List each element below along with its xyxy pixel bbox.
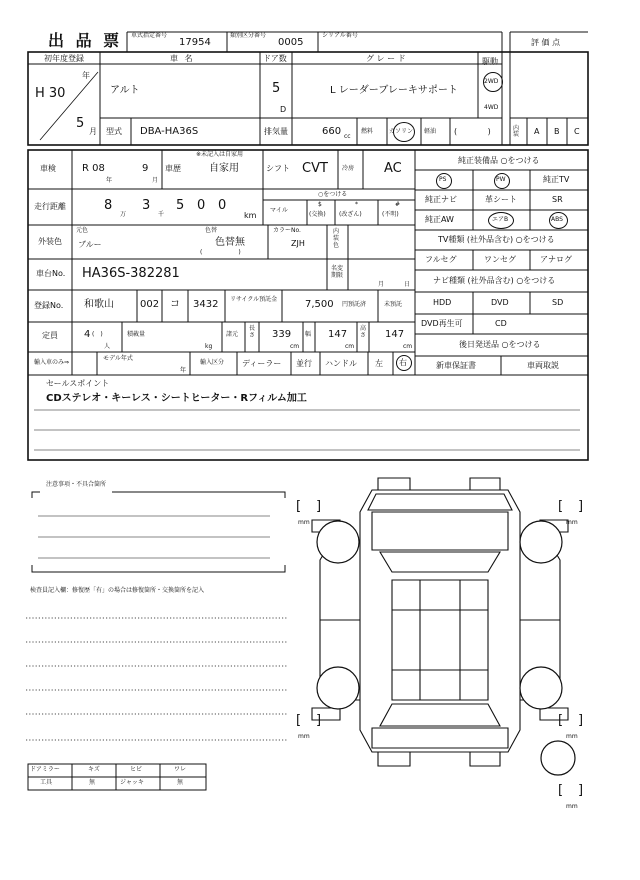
repaint-paren: ( ) [200, 249, 241, 256]
person-unit: 人 [104, 343, 111, 350]
mileage-man-unit: 万 [120, 211, 127, 218]
lot-no-label: 車式指定番号 [131, 32, 168, 39]
interior-color-label: 内装色 [333, 228, 340, 250]
capacity-label: 定員 [42, 331, 58, 340]
tv-oneseg: ワンセグ [484, 255, 516, 264]
history-label: 車歴 [165, 164, 181, 173]
mileage-d2: 0 [197, 198, 206, 213]
hash: # [395, 201, 401, 208]
first-reg-label: 初年度登録 [44, 54, 84, 63]
registration-number: 3432 [193, 299, 219, 310]
import-class-label: 輸入区分 [200, 359, 225, 366]
grade: L レーダーブレーキサポート [330, 85, 458, 96]
bt-jack: ジャッキ [120, 779, 144, 786]
recycle-amount: 7,500 [305, 299, 334, 310]
bt-header-3: ワレ [174, 766, 187, 773]
grade-label: グ レ ー ド [366, 54, 406, 63]
km-unit: km [244, 211, 257, 220]
equip-tv: 純正TV [543, 175, 570, 184]
name-change-label: 名変期限 [331, 265, 344, 280]
later-manual: 車両取説 [527, 361, 559, 370]
inspector-label: 検査員記入欄：修復歴「有」の場合は修復箇所・交換箇所を記入 [30, 587, 205, 594]
type-label: 類別区分番号 [230, 32, 267, 39]
notes-label: 注意事項・不具合箇所 [46, 481, 107, 488]
handle-label: ハンドル [325, 359, 357, 368]
doors-label: ドア数 [263, 54, 287, 63]
equip-sr: SR [552, 195, 563, 204]
bracket-fr-close: ] [578, 499, 584, 514]
bracket-fr-open: [ [558, 499, 564, 514]
bracket-rr-close: ] [578, 713, 584, 728]
color-no-label: カラーNo. [273, 227, 301, 234]
navi-sd: SD [552, 298, 564, 307]
form-title: 出 品 票 [48, 31, 123, 50]
model-year-unit: 年 [180, 367, 187, 374]
dollar: $ [318, 201, 322, 208]
mm-rl: mm [298, 733, 310, 740]
tv-analog: アナログ [540, 255, 572, 264]
shift-label: シフト [266, 164, 290, 173]
sales-point-text: CDステレオ・キーレス・シートヒーター・Rフィルム加工 [46, 393, 307, 404]
bracket-rl-close: ] [316, 713, 322, 728]
car-name-label: 車 名 [170, 54, 195, 63]
wheel-rear-right [520, 667, 562, 709]
repaint-label: 色替 [205, 227, 218, 234]
history: 自家用 [209, 163, 239, 174]
cd: CD [495, 319, 507, 328]
capacity: 4 [84, 329, 91, 340]
car-diagram [312, 478, 568, 766]
drive-4wd: 4WD [484, 104, 499, 111]
name-change-month: 月 [378, 281, 385, 288]
drive-label: 駆動 [482, 57, 498, 66]
bracket-fl-open: [ [296, 499, 302, 514]
dim-label: 諸元 [226, 331, 239, 338]
spare-wheel [541, 741, 575, 775]
bt-header-2: ヒビ [130, 766, 143, 773]
equip-pw: PW [496, 176, 506, 183]
equip-airbag: エアB [492, 216, 509, 223]
shift: CVT [302, 161, 328, 176]
load-label: 積載量 [127, 331, 146, 338]
door-type: D [280, 105, 287, 114]
height-cm: cm [403, 343, 413, 350]
inspection-year-unit: 年 [106, 177, 113, 184]
bracket-rl-open: [ [296, 713, 302, 728]
mileage-d3: 0 [218, 198, 227, 213]
bt-jack-value: 無 [177, 779, 184, 786]
first-reg-era: H 30 [35, 86, 66, 101]
registration-area: 和歌山 [84, 299, 114, 310]
orig-color-label: 元色 [76, 227, 89, 234]
exchange: (交換) [309, 211, 326, 218]
history-note: ※未記入は自家用 [196, 151, 244, 158]
height: 147 [385, 329, 405, 340]
mileage-d1: 5 [176, 198, 185, 213]
repaint: 色替無 [215, 237, 245, 248]
model-label: 型式 [106, 127, 122, 136]
width: 147 [328, 329, 348, 340]
aircon-label: 冷房 [342, 165, 355, 172]
mileage-circle-note: ○をつける [318, 191, 348, 198]
mile-label: マイル [270, 207, 288, 214]
recycle-unit: 円預託済 [342, 301, 367, 308]
serial-label: シリアル番号 [322, 32, 358, 39]
aircon: AC [384, 161, 402, 176]
type-no: 0005 [278, 37, 304, 48]
inspection-label: 車検 [40, 164, 56, 173]
chassis-no: HA36S-382281 [82, 266, 180, 281]
orig-color: ブルー [78, 240, 102, 249]
parallel-option: 並行 [296, 359, 312, 368]
mileage-sen: 3 [142, 198, 151, 213]
dealer-option: ディーラー [242, 359, 282, 368]
later-warranty: 新車保証書 [436, 361, 476, 370]
mm-rr: mm [566, 733, 578, 740]
wheel-front-right [520, 521, 562, 563]
recycle-unpaid: 未預託 [384, 301, 403, 308]
registration-label: 登録No. [34, 301, 64, 310]
grade-score-label: 評 価 点 [531, 38, 561, 47]
model: DBA-HA36S [140, 126, 199, 137]
bracket-spare-close: ] [578, 783, 584, 798]
length-cm: cm [290, 343, 300, 350]
bt-header-0: ドアミラー [30, 766, 60, 773]
asterisk: * [355, 201, 358, 208]
mm-fl: mm [298, 519, 310, 526]
mileage-man: 8 [104, 198, 113, 213]
displacement: 660 [322, 126, 342, 137]
navi-title: ナビ種類 (社外品含む) ○をつける [433, 276, 556, 285]
registration-class: 002 [140, 299, 160, 310]
handle-left: 左 [375, 359, 383, 368]
color-no: ZJH [291, 239, 305, 248]
light-oil-label: 軽油 [424, 128, 437, 135]
length: 339 [272, 329, 292, 340]
lot-no: 17954 [179, 37, 211, 48]
first-reg-month: 5 [76, 116, 85, 131]
displacement-label: 排気量 [264, 127, 288, 136]
mm-fr: mm [566, 519, 578, 526]
equip-leather: 革シート [485, 195, 517, 204]
bt-header-1: キズ [88, 766, 100, 773]
registration-kana: コ [170, 299, 180, 310]
chassis-label: 車台No. [36, 269, 66, 278]
name-change-day: 日 [404, 281, 411, 288]
sales-point-label: セールスポイント [46, 379, 110, 388]
inspection-month-unit: 月 [152, 177, 159, 184]
fuel-label: 燃料 [361, 128, 374, 135]
inspection-month: 9 [142, 163, 149, 174]
tv-fullseg: フルセグ [425, 255, 457, 264]
bracket-spare-open: [ [558, 783, 564, 798]
exterior-color-label: 外装色 [38, 237, 62, 246]
bracket-fl-close: ] [316, 499, 322, 514]
width-cm: cm [345, 343, 355, 350]
wheel-rear-left [317, 667, 359, 709]
load-kg: kg [205, 343, 213, 350]
light-oil-paren: ( ) [454, 127, 491, 136]
month-unit: 月 [89, 127, 97, 136]
drive-2wd: 2WD [484, 78, 499, 85]
bt-tools-value: 無 [89, 779, 96, 786]
wheel-front-left [317, 521, 359, 563]
mileage-sen-unit: 千 [158, 211, 165, 218]
capacity-paren: ( ) [92, 331, 103, 338]
navi-hdd: HDD [433, 298, 452, 307]
equip-navi: 純正ナビ [425, 195, 457, 204]
year-unit: 年 [82, 71, 90, 80]
mileage-label: 走行距離 [34, 202, 66, 211]
car-name: アルト [110, 85, 140, 96]
inspection-era: R 08 [82, 163, 105, 174]
equip-aw: 純正AW [425, 215, 454, 224]
navi-dvd: DVD [491, 298, 509, 307]
equipment-title: 純正装備品 ○をつける [458, 156, 540, 165]
equip-ps: PS [439, 176, 447, 183]
interior-label: 内装 [513, 125, 520, 138]
fuel: ガソリン [389, 128, 414, 135]
later-title: 後日発送品 ○をつける [459, 340, 541, 349]
interior-c: C [574, 127, 580, 136]
dvd-playable: DVD再生可 [421, 319, 463, 328]
handle-right: 右 [399, 358, 407, 367]
height-label: 高さ [360, 325, 367, 339]
bt-tools: 工具 [40, 779, 53, 786]
unknown: (不明) [382, 211, 399, 218]
tampered: (改ざん) [339, 211, 362, 218]
width-label: 幅 [305, 331, 312, 338]
door-count: 5 [272, 81, 281, 96]
mm-spare: mm [566, 803, 578, 810]
cc-unit: cc [344, 133, 351, 140]
interior-a: A [534, 127, 540, 136]
recycle-label: リサイクル預託金 [230, 296, 278, 303]
equip-abs: ABS [551, 216, 563, 223]
tv-title: TV種類 (社外品含む) ○をつける [438, 235, 555, 244]
model-year-label: モデル年式 [103, 355, 133, 362]
length-label: 長さ [249, 325, 256, 339]
bracket-rr-open: [ [558, 713, 564, 728]
import-label: 輸入車のみ⇒ [34, 359, 70, 366]
interior-b: B [554, 127, 560, 136]
